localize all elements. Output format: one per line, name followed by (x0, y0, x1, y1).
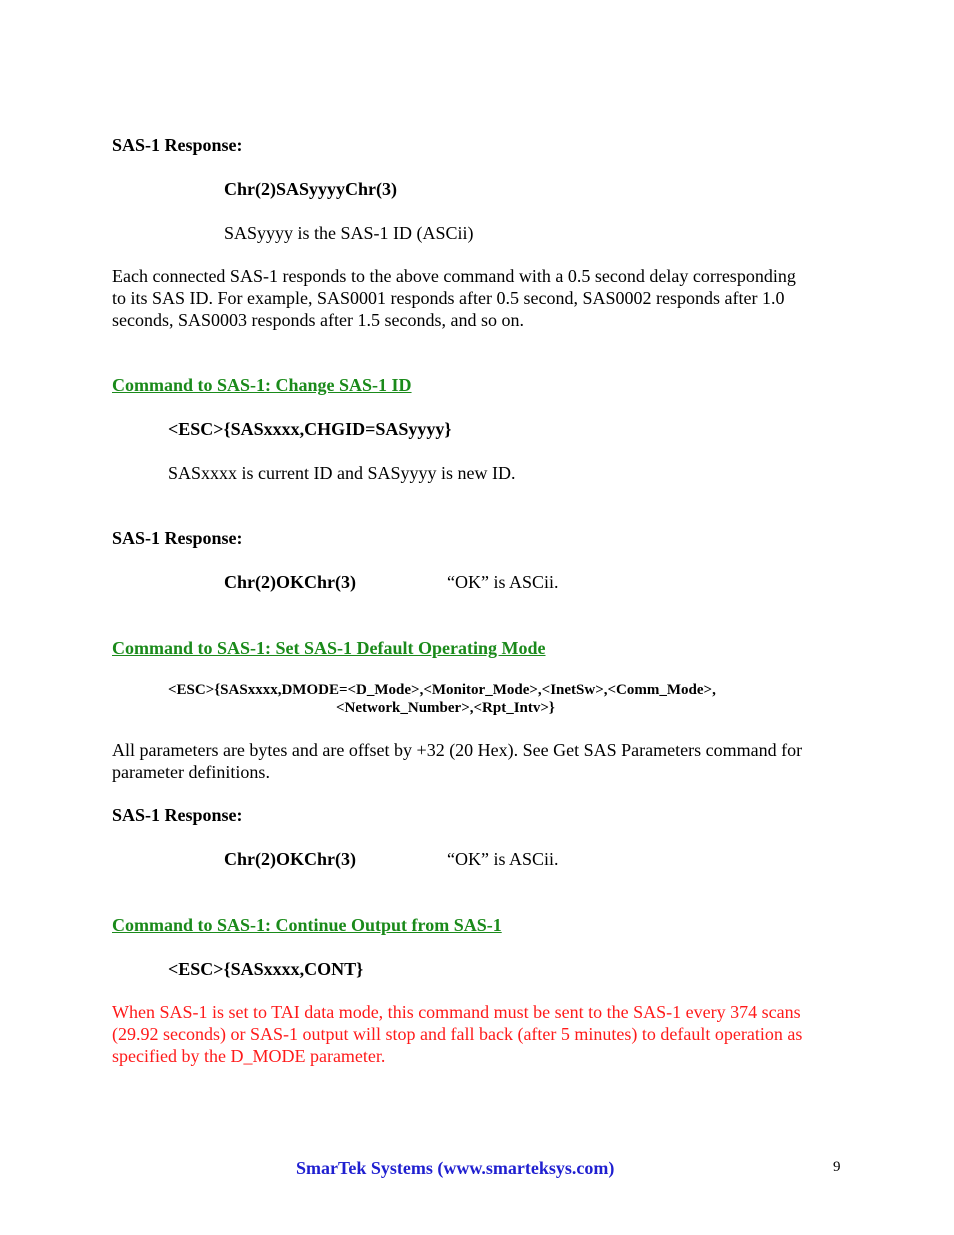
response-label: SAS-1 Response: (112, 135, 243, 155)
response-note: “OK” is ASCii. (447, 849, 559, 869)
command-code: <Network_Number>,<Rpt_Intv>} (336, 700, 555, 716)
command-code: <ESC>{SASxxxx,DMODE=<D_Mode>,<Monitor_Mode>,<InetSw>,<Comm_Mode>, (168, 682, 716, 698)
response-label: SAS-1 Response: (112, 805, 243, 825)
response-label: SAS-1 Response: (112, 528, 243, 548)
section-heading-change-id: Command to SAS-1: Change SAS-1 ID (112, 375, 412, 395)
response-note: “OK” is ASCii. (447, 572, 559, 592)
page-number: 9 (833, 1159, 841, 1175)
response-code: Chr(2)OKChr(3) (224, 572, 356, 592)
response-code: Chr(2)OKChr(3) (224, 849, 356, 869)
warning-line: (29.92 seconds) or SAS-1 output will stop and fall back (after 5 minutes) to default operation as (112, 1024, 803, 1044)
command-code: <ESC>{SASxxxx,CHGID=SASyyyy} (168, 419, 452, 439)
paragraph-line: parameter definitions. (112, 762, 270, 782)
paragraph-line: All parameters are bytes and are offset by +32 (20 Hex). See Get SAS Parameters command for (112, 740, 803, 760)
response-code: Chr(2)SASyyyyChr(3) (224, 179, 397, 199)
warning-line: specified by the D_MODE parameter. (112, 1046, 386, 1066)
command-description: SASxxxx is current ID and SASyyyy is new ID. (168, 463, 516, 483)
paragraph-line: to its SAS ID. For example, SAS0001 responds after 0.5 second, SAS0002 responds after 1.0 (112, 288, 785, 308)
paragraph-line: Each connected SAS-1 responds to the above command with a 0.5 second delay corresponding (112, 266, 796, 286)
footer-company: SmarTek Systems (www.smarteksys.com) (296, 1158, 615, 1178)
response-description: SASyyyy is the SAS-1 ID (ASCii) (224, 223, 474, 243)
section-heading-continue-output: Command to SAS-1: Continue Output from SAS-1 (112, 915, 502, 935)
paragraph-line: seconds, SAS0003 responds after 1.5 seconds, and so on. (112, 310, 524, 330)
section-heading-default-mode: Command to SAS-1: Set SAS-1 Default Operating Mode (112, 638, 546, 658)
command-code: <ESC>{SASxxxx,CONT} (168, 959, 364, 979)
warning-line: When SAS-1 is set to TAI data mode, this command must be sent to the SAS-1 every 374 scans (112, 1002, 801, 1022)
